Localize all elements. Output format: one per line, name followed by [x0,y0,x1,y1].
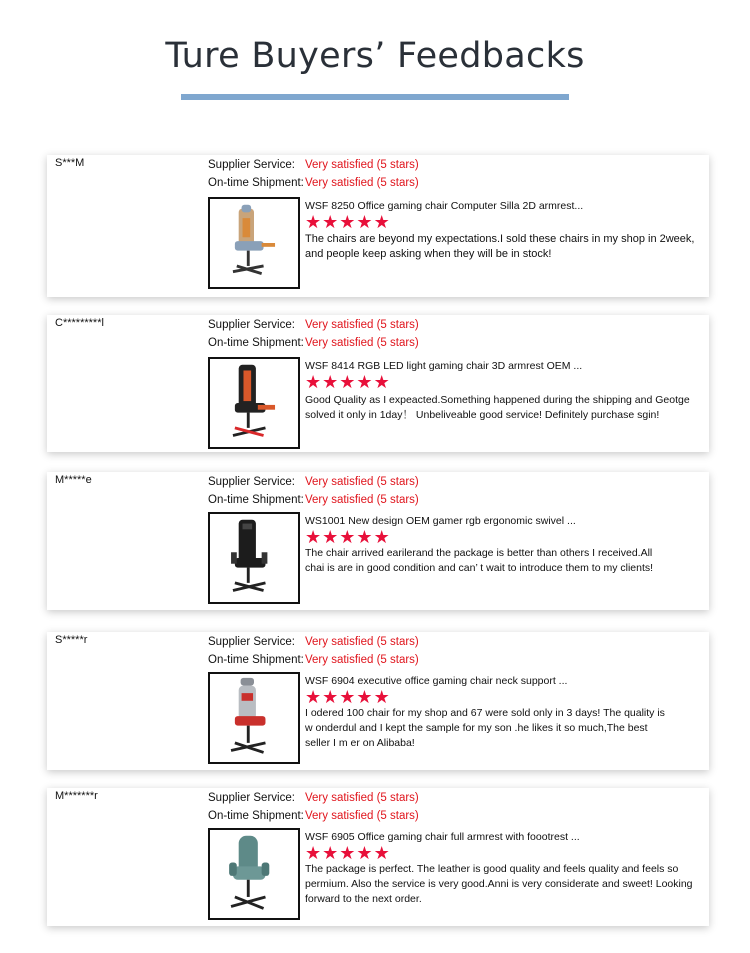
star-icon: ★ [356,687,373,707]
shipment-rating: Very satisfied (5 stars) [305,177,419,189]
star-icon: ★ [322,527,339,547]
product-thumbnail[interactable] [208,512,300,604]
product-thumbnail[interactable] [208,357,300,449]
review-card [47,155,709,297]
review-card [47,472,709,610]
review-text: Good Quality as I expeacted.Something happened during the shipping and Geotge solved it only in 1day！ Unbeliveable good service! Definitely purchase sgin! [305,394,690,421]
supplier-service-label: Supplier Service: [208,636,295,648]
star-icon: ★ [373,212,390,232]
shipment-row [208,337,419,349]
star-icon: ★ [322,843,339,863]
shipment-rating: Very satisfied (5 stars) [305,654,419,666]
product-title[interactable]: WS1001 New design OEM gamer rgb ergonomic swivel ... [305,515,576,527]
product-thumbnail[interactable] [208,828,300,920]
supplier-service-row [208,476,419,488]
star-icon: ★ [305,687,322,707]
supplier-service-label: Supplier Service: [208,476,295,488]
page-title: Ture Buyers’ Feedbacks [165,36,585,76]
buyer-name: S***M [55,157,85,169]
star-icon: ★ [305,527,322,547]
supplier-service-rating: Very satisfied (5 stars) [305,319,419,331]
supplier-service-rating: Very satisfied (5 stars) [305,636,419,648]
shipment-label: On-time Shipment: [208,810,304,822]
product-title[interactable]: WSF 6904 executive office gaming chair neck support ... [305,675,568,687]
supplier-service-row [208,319,419,331]
star-icon: ★ [373,687,390,707]
star-icon: ★ [373,843,390,863]
teal-office-chair-icon [210,830,298,918]
star-icon: ★ [322,212,339,232]
shipment-label: On-time Shipment: [208,337,304,349]
review-text: The chairs are beyond my expectations.I sold these chairs in my shop in 2week, and people keep asking when they will be in stock! [305,233,695,260]
star-rating [305,688,390,706]
shipment-row [208,654,419,666]
star-icon: ★ [356,372,373,392]
star-icon: ★ [339,687,356,707]
star-icon: ★ [373,527,390,547]
star-icon: ★ [339,212,356,232]
supplier-service-row [208,159,419,171]
star-rating [305,213,390,231]
supplier-service-label: Supplier Service: [208,159,295,171]
product-title[interactable]: WSF 8250 Office gaming chair Computer Silla 2D armrest... [305,200,584,212]
star-icon: ★ [373,372,390,392]
star-icon: ★ [339,372,356,392]
buyer-name: M*****e [55,474,92,486]
star-icon: ★ [356,212,373,232]
buyer-name: S*****r [55,634,88,646]
supplier-service-label: Supplier Service: [208,319,295,331]
supplier-service-row [208,792,419,804]
star-icon: ★ [356,527,373,547]
review-text: The chair arrived earilerand the package is better than others I received.All chai is are in good condition and can’ t wait to introduce them to my clients! [305,547,654,574]
shipment-label: On-time Shipment: [208,494,304,506]
supplier-service-rating: Very satisfied (5 stars) [305,476,419,488]
star-rating [305,373,390,391]
shipment-rating: Very satisfied (5 stars) [305,337,419,349]
product-title[interactable]: WSF 8414 RGB LED light gaming chair 3D armrest OEM ... [305,360,583,372]
star-icon: ★ [339,843,356,863]
red-grey-office-chair-icon [210,674,298,762]
buyer-name: C*********l [55,317,104,329]
buyer-name: M*******r [55,790,98,802]
product-thumbnail[interactable] [208,197,300,289]
black-gaming-chair-icon [210,514,298,602]
star-icon: ★ [305,212,322,232]
shipment-label: On-time Shipment: [208,654,304,666]
title-underline [181,94,569,100]
review-card [47,788,709,926]
product-title[interactable]: WSF 6905 Office gaming chair full armrest with foootrest ... [305,831,580,843]
star-icon: ★ [356,843,373,863]
shipment-row [208,810,419,822]
shipment-label: On-time Shipment: [208,177,304,189]
orange-gaming-chair-icon [210,199,298,287]
star-icon: ★ [339,527,356,547]
review-card [47,315,709,452]
shipment-row [208,177,419,189]
black-orange-gaming-chair-icon [210,359,298,447]
review-text: The package is perfect. The leather is good quality and feels quality and feels so permium. Also the service is very good.Anni is very considerate and sweet! Looking forward to the next order. [305,863,693,905]
supplier-service-rating: Very satisfied (5 stars) [305,159,419,171]
supplier-service-row [208,636,419,648]
product-thumbnail[interactable] [208,672,300,764]
star-icon: ★ [305,843,322,863]
review-card [47,632,709,770]
star-rating [305,528,390,546]
shipment-rating: Very satisfied (5 stars) [305,810,419,822]
shipment-row [208,494,419,506]
star-rating [305,844,390,862]
shipment-rating: Very satisfied (5 stars) [305,494,419,506]
star-icon: ★ [322,687,339,707]
supplier-service-label: Supplier Service: [208,792,295,804]
supplier-service-rating: Very satisfied (5 stars) [305,792,419,804]
star-icon: ★ [322,372,339,392]
star-icon: ★ [305,372,322,392]
review-text: I odered 100 chair for my shop and 67 were sold only in 3 days! The quality is w onderdul and I kept the sample for my son .he likes it so much,The best seller I m er on Alibaba! [305,707,665,749]
